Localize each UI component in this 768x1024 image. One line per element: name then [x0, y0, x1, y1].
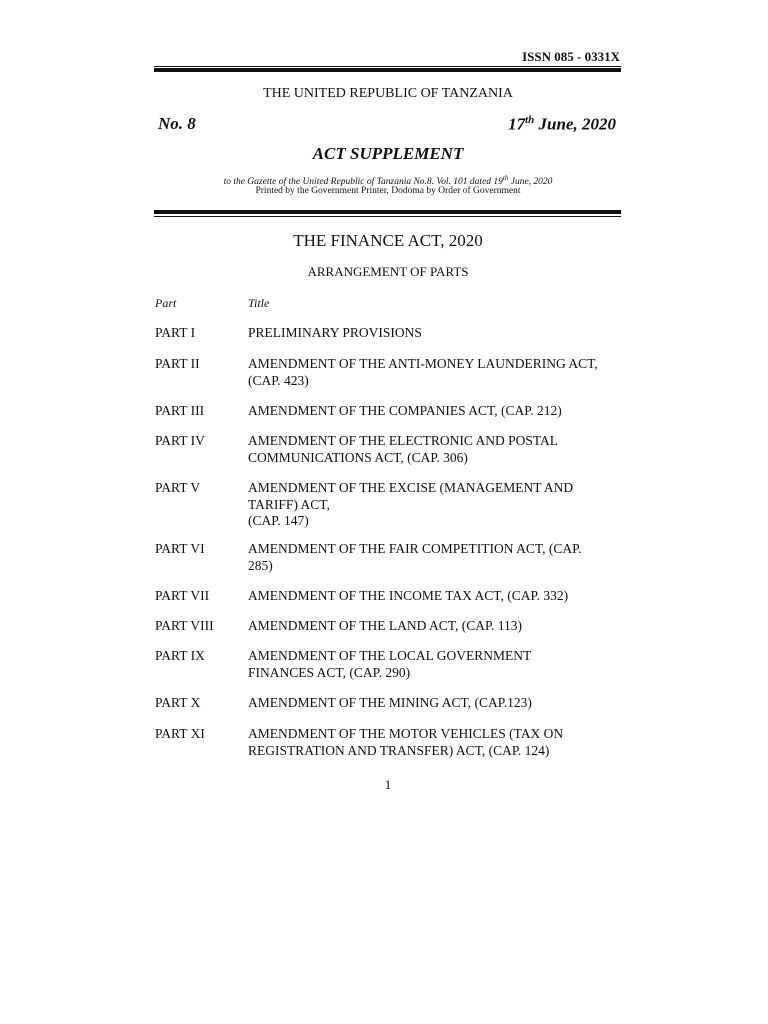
part-title: AMENDMENT OF THE LAND ACT, (CAP. 113) [248, 618, 523, 633]
date-day: 17 [508, 114, 526, 134]
gazette-sup: th [502, 174, 509, 182]
part-title: AMENDMENT OF THE INCOME TAX ACT, (CAP. 332) [248, 588, 569, 603]
part-title: AMENDMENT OF THE EXCISE (MANAGEMENT AND TARIFF) ACT, (CAP. 147) [248, 480, 574, 528]
part-label: PART III [155, 403, 205, 418]
part-label: PART V [155, 480, 201, 495]
supplement-date [508, 114, 616, 135]
arrangement-heading: ARRANGEMENT OF PARTS [307, 264, 469, 279]
part-title: AMENDMENT OF THE MOTOR VEHICLES (TAX ON REGISTRATION AND TRANSFER) ACT, (CAP. 124) [248, 726, 564, 758]
part-title: AMENDMENT OF THE COMPANIES ACT, (CAP. 212) [248, 403, 562, 418]
gazette-pre: to the Gazette of the United Republic of Tanzania No.8. Vol. 101 dated 19 [223, 177, 503, 188]
top-thick-rule [154, 68, 621, 72]
part-label: PART VIII [155, 618, 214, 633]
part-title: AMENDMENT OF THE ELECTRONIC AND POSTAL COMMUNICATIONS ACT, (CAP. 306) [248, 433, 559, 465]
date-suffix: th [525, 114, 535, 126]
column-header-part: Part [155, 296, 177, 310]
part-title: AMENDMENT OF THE LOCAL GOVERNMENT FINANCES ACT, (CAP. 290) [248, 648, 532, 680]
part-label: PART IX [155, 648, 205, 663]
top-thin-rule [154, 66, 621, 67]
part-label: PART XI [155, 726, 205, 741]
act-title: THE FINANCE ACT, 2020 [293, 231, 483, 250]
part-label: PART I [155, 325, 196, 340]
issn-number: ISSN 085 - 0331X [522, 49, 620, 64]
act-supplement-title: ACT SUPPLEMENT [312, 144, 464, 163]
page-number: 1 [384, 777, 392, 792]
part-label: PART VI [155, 541, 205, 556]
supplement-number: No. 8 [158, 114, 196, 133]
date-rest: June, 2020 [534, 114, 616, 134]
republic-heading: THE UNITED REPUBLIC OF TANZANIA [263, 86, 513, 101]
column-header-title: Title [248, 296, 270, 310]
bottom-thin-rule [154, 216, 621, 217]
bottom-thick-rule [154, 210, 621, 214]
part-label: PART X [155, 695, 201, 710]
part-label: PART IV [155, 433, 205, 448]
part-title: AMENDMENT OF THE FAIR COMPETITION ACT, (CAP. 285) [248, 541, 582, 573]
part-title: AMENDMENT OF THE ANTI-MONEY LAUNDERING ACT, (CAP. 423) [248, 356, 598, 388]
part-label: PART II [155, 356, 200, 371]
part-title: PRELIMINARY PROVISIONS [248, 325, 422, 340]
part-title: AMENDMENT OF THE MINING ACT, (CAP.123) [248, 695, 532, 710]
gazette-post: June, 2020 [508, 177, 553, 188]
printer-line: Printed by the Government Printer, Dodoma by Order of Government [255, 186, 521, 196]
part-label: PART VII [155, 588, 210, 603]
